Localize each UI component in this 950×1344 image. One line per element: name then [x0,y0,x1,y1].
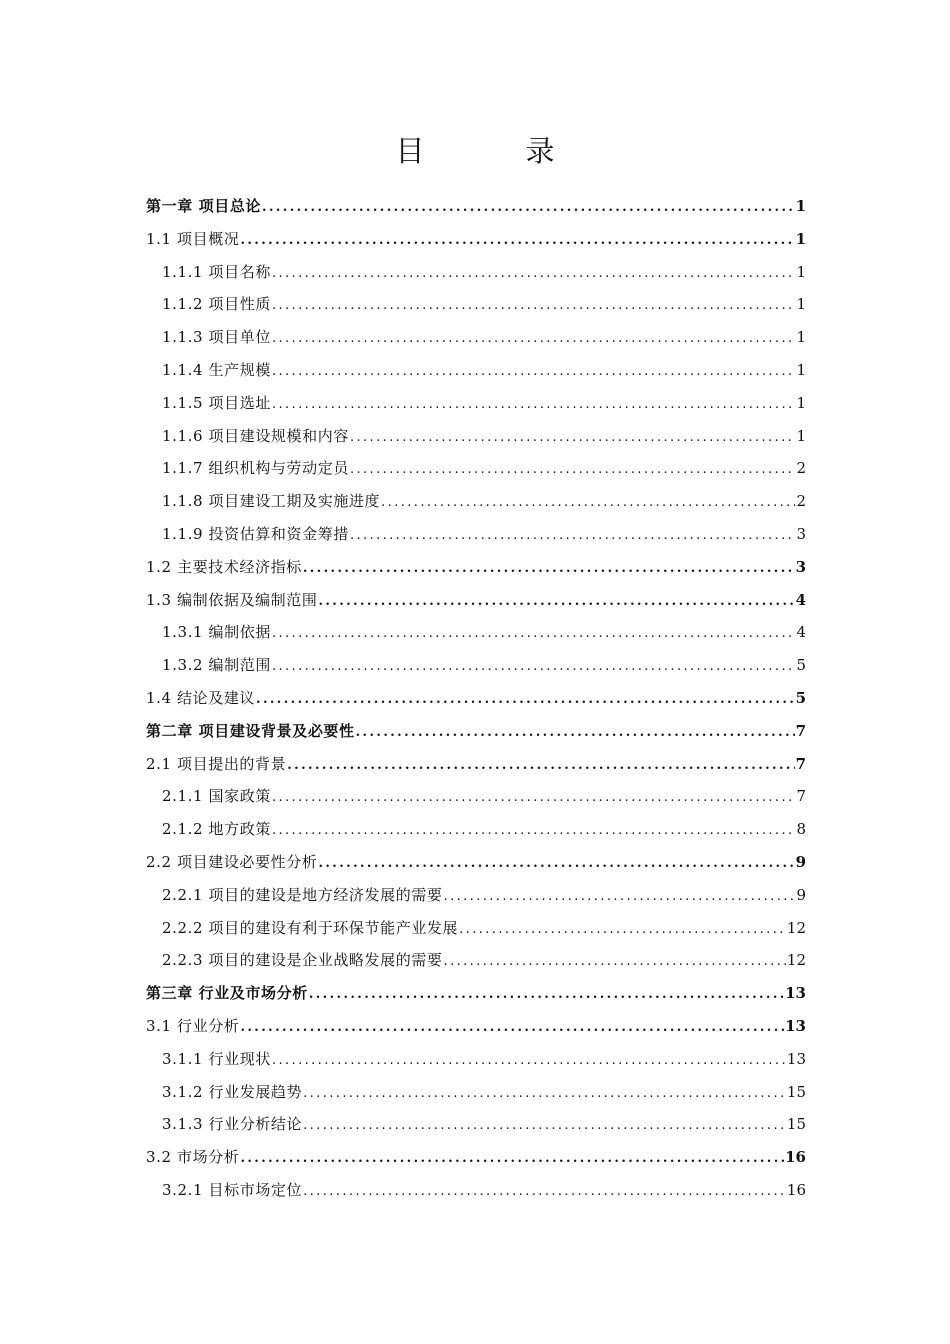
toc-entry-subsection[interactable] [146,256,806,289]
dot-leader [272,815,796,848]
dot-leader [309,979,784,1012]
toc-entry-title: 2.1 项目提出的背景 [146,754,287,773]
toc-entry-subsection[interactable] [146,780,806,813]
toc-entry-title: 2.2.2 项目的建设有利于环保节能产业发展 [162,918,459,937]
toc-entry-title: 3.1.1 行业现状 [162,1049,271,1068]
toc-entry-title: 1.1.8 项目建设工期及实施进度 [162,492,381,511]
toc-page-number: 16 [785,1148,806,1167]
toc-entry-title: 2.2 项目建设必要性分析 [146,852,318,871]
dot-leader [272,651,796,684]
dot-leader [272,290,796,323]
toc-entry-title: 第二章 项目建设背景及必要性 [146,721,355,740]
page-title: 目 录 [395,134,591,168]
toc-entry-title: 1.1.3 项目单位 [162,328,271,347]
toc-entry-subsection[interactable] [146,354,806,387]
toc-entry-section[interactable] [146,551,806,584]
toc-entry-title: 1.1.5 项目选址 [162,393,271,412]
toc-page-number: 12 [786,918,806,937]
toc-page-number: 2 [796,459,806,478]
dot-leader [272,1045,786,1078]
toc-page-number: 9 [795,852,806,871]
toc-page-number: 3 [795,557,806,576]
toc-page-number: 16 [786,1180,806,1199]
toc-entry-title: 1.1.1 项目名称 [162,262,271,281]
toc-entry-title: 1.1.2 项目性质 [162,295,271,314]
toc-entry-title: 3.2 市场分析 [146,1148,240,1167]
toc-entry-section[interactable] [146,748,806,781]
dot-leader [318,586,794,619]
dot-leader [444,946,786,979]
dot-leader [444,881,796,914]
toc-entry-title: 3.1.3 行业分析结论 [162,1115,303,1134]
toc-entry-title: 3.1.2 行业发展趋势 [162,1082,303,1101]
dot-leader [240,1143,784,1176]
dot-leader [381,487,795,520]
toc-page-number: 13 [785,1016,806,1035]
dot-leader [272,356,796,389]
toc-entry-title: 2.2.3 项目的建设是企业战略发展的需要 [162,951,443,970]
toc-entry-subsection[interactable] [146,649,806,682]
toc-entry-subsection[interactable] [146,1076,806,1109]
toc-entry-title: 1.1.4 生产规模 [162,360,271,379]
toc-page-number: 1 [795,229,806,248]
toc-entry-subsection[interactable] [146,1108,806,1141]
dot-leader [272,782,796,815]
toc-entry-title: 2.2.1 项目的建设是地方经济发展的需要 [162,885,443,904]
toc-page-number: 12 [786,951,806,970]
dot-leader [272,258,796,291]
toc-entry-subsection[interactable] [146,387,806,420]
toc-entry-title: 1.4 结论及建议 [146,688,256,707]
toc-entry-subsection[interactable] [146,1174,806,1207]
toc-page-number: 8 [796,820,806,839]
toc-entry-subsection[interactable] [146,944,806,977]
toc-page-number: 1 [796,426,806,445]
dot-leader [303,1078,786,1111]
dot-leader [240,225,794,258]
dot-leader [272,618,796,651]
toc-entry-title: 3.2.1 目标市场定位 [162,1180,303,1199]
dot-leader [240,1012,784,1045]
toc-entry-subsection[interactable] [146,1043,806,1076]
dot-leader [350,422,796,455]
toc-entry-chapter[interactable] [146,977,806,1010]
toc-entry-title: 1.3.2 编制范围 [162,656,271,675]
dot-leader [318,848,794,881]
toc-entry-title: 1.1.7 组织机构与劳动定员 [162,459,349,478]
toc-entry-subsection[interactable] [146,813,806,846]
toc-page-number: 13 [785,984,806,1003]
toc-entry-section[interactable] [146,682,806,715]
toc-page-number: 15 [786,1082,806,1101]
toc-entry-subsection[interactable] [146,912,806,945]
dot-leader [303,1110,786,1143]
dot-leader [287,750,794,783]
toc-entry-title: 1.1 项目概况 [146,229,240,248]
toc-entry-section[interactable] [146,1010,806,1043]
toc-page-number: 7 [795,754,806,773]
dot-leader [256,684,795,717]
toc-entry-section[interactable] [146,223,806,256]
toc-page-number: 3 [796,524,806,543]
dot-leader [350,454,796,487]
dot-leader [272,323,796,356]
toc-page-number: 9 [796,885,806,904]
toc-entry-subsection[interactable] [146,420,806,453]
toc-entry-title: 2.1.1 国家政策 [162,787,271,806]
toc-entry-title: 3.1 行业分析 [146,1016,240,1035]
dot-leader [272,389,796,422]
toc-entry-title: 1.1.6 项目建设规模和内容 [162,426,349,445]
dot-leader [262,192,795,225]
toc-entry-title: 1.2 主要技术经济指标 [146,557,302,576]
toc-page-number: 13 [786,1049,806,1068]
toc-page-number: 7 [795,721,806,740]
toc-entry-title: 2.1.2 地方政策 [162,820,271,839]
toc-page-number: 4 [796,623,806,642]
toc-entry-subsection[interactable] [146,485,806,518]
toc-entry-subsection[interactable] [146,288,806,321]
toc-entry-subsection[interactable] [146,616,806,649]
toc-page-number: 7 [796,787,806,806]
toc-page-number: 1 [796,360,806,379]
toc-page-number: 2 [796,492,806,511]
toc-entry-subsection[interactable] [146,321,806,354]
toc-entry-title: 1.1.9 投资估算和资金筹措 [162,524,349,543]
toc-entry-title: 1.3.1 编制依据 [162,623,271,642]
toc-page-number: 1 [796,262,806,281]
toc-page-number: 1 [795,197,806,215]
dot-leader [303,553,795,586]
dot-leader [459,914,786,947]
toc-entry-subsection[interactable] [146,518,806,551]
dot-leader [303,1176,786,1209]
toc-entry-subsection[interactable] [146,452,806,485]
toc-entry-chapter[interactable] [146,190,806,223]
toc-entry-chapter[interactable] [146,715,806,748]
toc-page-number: 5 [795,688,806,707]
toc-page-number: 1 [796,328,806,347]
toc-page-number: 4 [795,590,806,609]
toc-page-number: 15 [786,1115,806,1134]
toc-entry-section[interactable] [146,584,806,617]
toc-page-number: 1 [796,393,806,412]
toc-entry-section[interactable] [146,1141,806,1174]
toc-entry-section[interactable] [146,846,806,879]
toc-list [146,190,806,1207]
dot-leader [350,520,796,553]
dot-leader [356,717,795,750]
toc-entry-title: 第三章 行业及市场分析 [146,984,308,1003]
toc-page-number: 5 [796,656,806,675]
toc-page-number: 1 [796,295,806,314]
toc-entry-title: 1.3 编制依据及编制范围 [146,590,318,609]
toc-entry-subsection[interactable] [146,879,806,912]
toc-entry-title: 第一章 项目总论 [146,197,262,215]
